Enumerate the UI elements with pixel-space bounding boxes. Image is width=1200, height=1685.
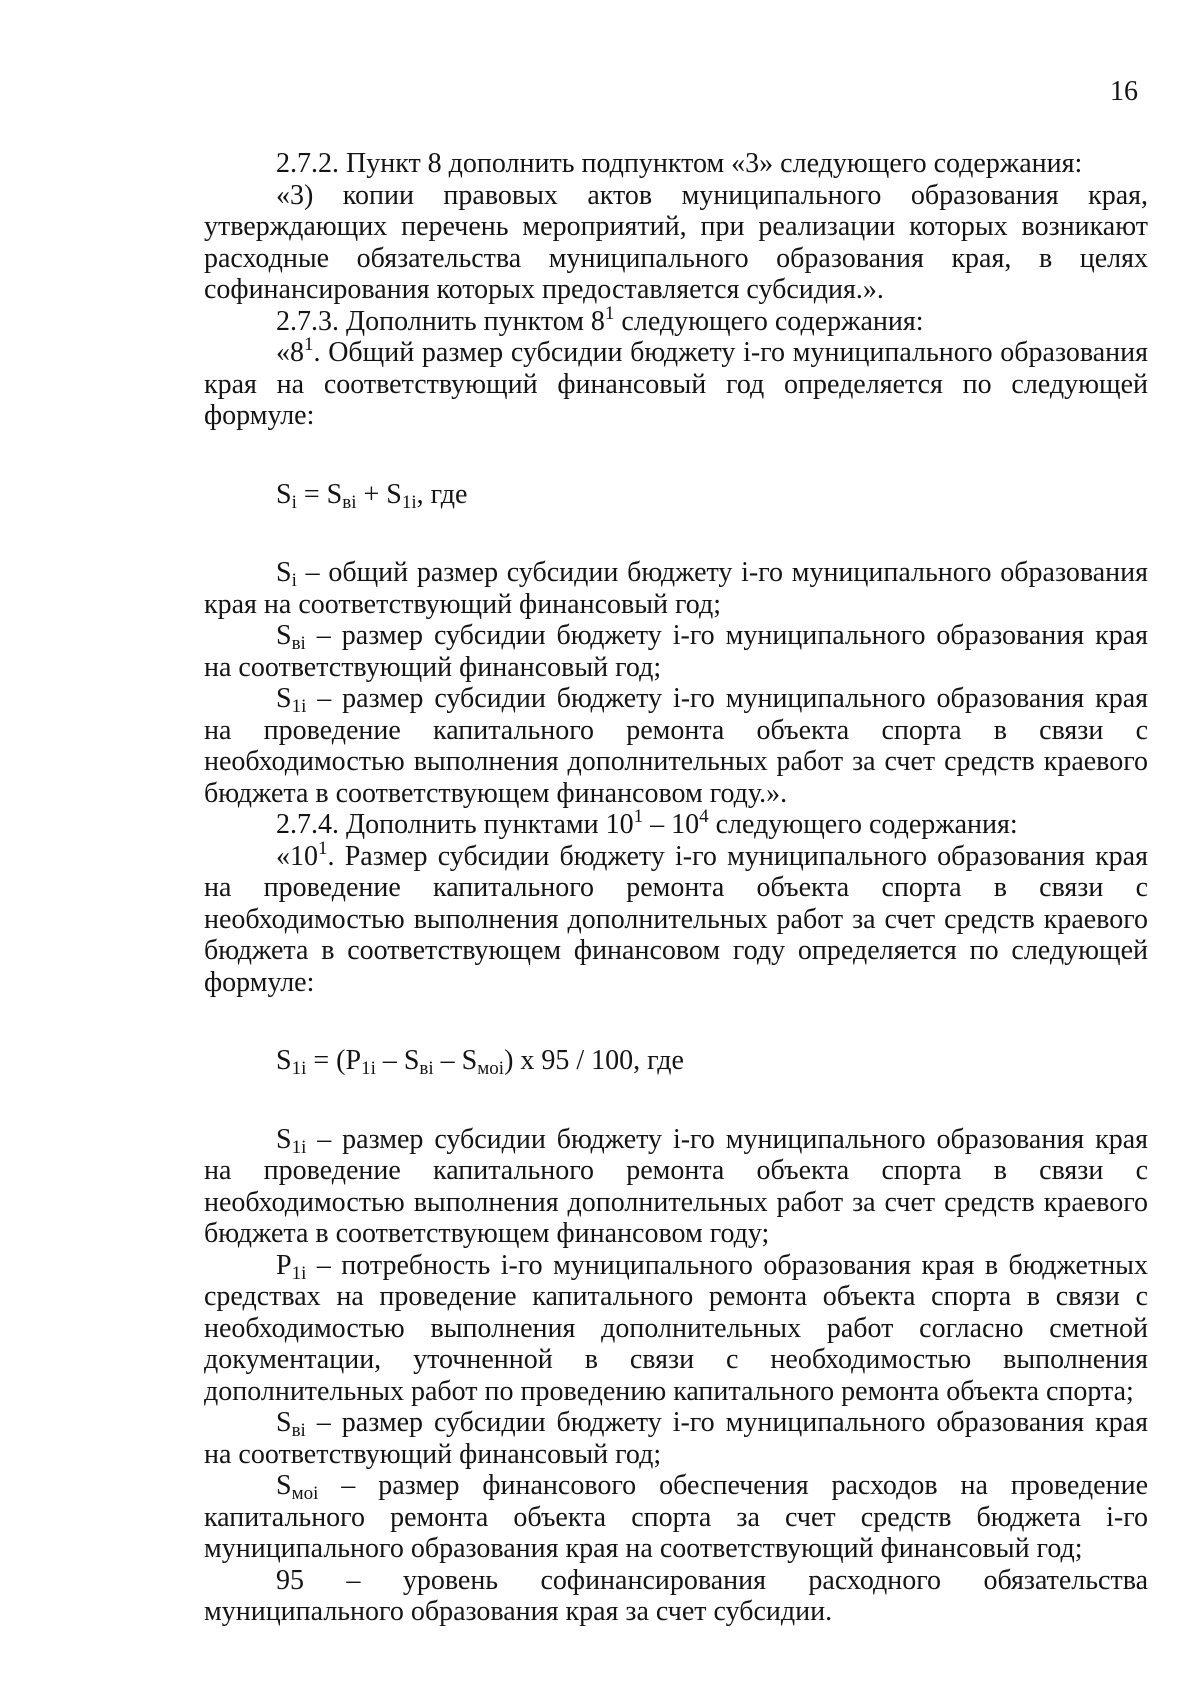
definition-svi-second: [204, 1407, 1148, 1470]
text-span: – потребность i-го муниципального образования края в бюджетных средствах на проведение капитального ремонта объекта спорта в связи с необходимостью выполнения дополнительных работ согласно сметной документации, уточненной в связи с необходимостью выполнения дополнительных работ по проведению капитального ремонта объекта спорта;: [204, 1249, 1148, 1407]
formula-additional-subsidy: [204, 1045, 1148, 1077]
definition-s1i-second: [204, 1124, 1148, 1250]
paragraph-10-1: [204, 837, 1148, 999]
text-span: – размер финансового обеспечения расходов на проведение капитального ремонта объекта спорта за счет средств бюджета i-го муниципального образования края на соответствующий финансовый год;: [204, 1470, 1148, 1564]
spacer: [204, 432, 1148, 479]
subscript: моi: [477, 1058, 505, 1079]
symbol: S: [276, 478, 292, 510]
symbol: S: [276, 620, 292, 651]
text-span: – 10: [643, 809, 700, 840]
definition-svi: [204, 620, 1148, 683]
symbol: S: [276, 1123, 292, 1155]
paragraph-subitem-3: «3) копии правовых актов муниципального образования края, утверждающих перечень мероприятий, при реализации которых возникают расходные обязательства муниципального образования края, в целях софинансирования которых предоставляется субсидия.».: [204, 179, 1148, 305]
text-span: следующего содержания:: [614, 305, 924, 337]
subscript: i: [291, 570, 297, 591]
spacer: [204, 510, 1148, 557]
superscript: 4: [699, 806, 709, 827]
text-span: «10: [276, 840, 318, 872]
symbol: S: [386, 478, 402, 510]
text-span: – размер субсидии бюджету i-го муниципального образования края на соответствующий финансовый год;: [204, 1407, 1148, 1470]
superscript: 1: [304, 334, 314, 355]
definition-smoi: [204, 1470, 1148, 1565]
operator: +: [356, 478, 387, 510]
superscript: 1: [318, 837, 328, 859]
superscript: 1: [604, 302, 615, 324]
paragraph-2-7-3: [204, 302, 1148, 338]
paragraph-8-1: [204, 334, 1148, 432]
subscript: 1i: [291, 1262, 307, 1284]
text-span: 2.7.3. Дополнить пунктом 8: [276, 305, 605, 337]
operator: –: [375, 1045, 404, 1076]
page-number: 16: [1110, 76, 1138, 107]
subscript: 1i: [291, 696, 307, 717]
text-span: . Размер субсидии бюджету i-го муниципального образования края на проведение капитального ремонта объекта спорта в связи с необходимостью выполнения дополнительных работ за счет средств краевого бюджета в соответствующем финансовом году определяется по следующей формуле:: [204, 840, 1148, 998]
definition-p1i: [204, 1250, 1148, 1408]
paragraph-2-7-2: 2.7.2. Пункт 8 дополнить подпунктом «3» следующего содержания:: [276, 148, 1083, 179]
text-span: «8: [276, 337, 304, 368]
formula-total-subsidy: [204, 479, 1148, 511]
symbol: S: [276, 557, 292, 588]
text-span: – общий размер субсидии бюджету i-го муниципального образования края на соответствующий финансовый год;: [204, 557, 1148, 620]
text-span: – размер субсидии бюджету i-го муниципального образования края на соответствующий финансовый год;: [204, 620, 1148, 683]
subscript: вi: [291, 633, 306, 654]
text-span: ) х 95 / 100, где: [504, 1045, 684, 1076]
symbol: S: [276, 683, 292, 714]
operator: –: [433, 1045, 462, 1076]
subscript: 1i: [361, 1058, 376, 1079]
definition-95: 95 – уровень софинансирования расходного обязательства муниципального образования края за счет субсидии.: [204, 1564, 1148, 1627]
symbol: P: [276, 1249, 292, 1281]
subscript: 1i: [291, 1058, 307, 1079]
text-span: , где: [416, 478, 468, 510]
text-span: . Общий размер субсидии бюджету i-го муниципального образования края на соответствующий финансовый год определяется по следующей формуле:: [204, 337, 1148, 431]
subscript: 1i: [291, 1136, 307, 1158]
symbol: S: [461, 1045, 478, 1076]
text-span: 2.7.4. Дополнить пунктами 10: [276, 809, 634, 840]
symbol: S: [276, 1045, 292, 1076]
symbol: S: [403, 1045, 420, 1076]
subscript: i: [291, 491, 297, 513]
operator: =: [296, 478, 327, 510]
symbol: S: [276, 1470, 292, 1501]
text-span: – размер субсидии бюджету i-го муниципального образования края на проведение капитального ремонта объекта спорта в связи с необходимостью выполнения дополнительных работ за счет средств краевого бюджета в соответствующем финансовом году.».: [204, 683, 1148, 809]
symbol: S: [276, 1407, 292, 1438]
symbol: P: [345, 1045, 362, 1076]
subscript: вi: [342, 491, 357, 513]
paragraph-2-7-4: [204, 806, 1148, 841]
text-span: – размер субсидии бюджету i-го муниципального образования края на проведение капитального ремонта объекта спорта в связи с необходимостью выполнения дополнительных работ за счет средств краевого бюджета в соответствующем финансовом году;: [204, 1123, 1148, 1249]
subscript: моi: [291, 1483, 319, 1504]
definition-s1i: [204, 683, 1148, 809]
spacer: [204, 998, 1148, 1045]
subscript: 1i: [401, 491, 417, 513]
definition-si: [204, 557, 1148, 620]
superscript: 1: [633, 806, 644, 827]
operator: = (: [306, 1045, 346, 1076]
document-body: [204, 148, 1148, 1628]
spacer: [204, 1077, 1148, 1124]
subscript: вi: [291, 1420, 306, 1441]
text-span: следующего содержания:: [708, 809, 1018, 840]
subscript: вi: [419, 1058, 434, 1079]
symbol: S: [326, 478, 343, 510]
